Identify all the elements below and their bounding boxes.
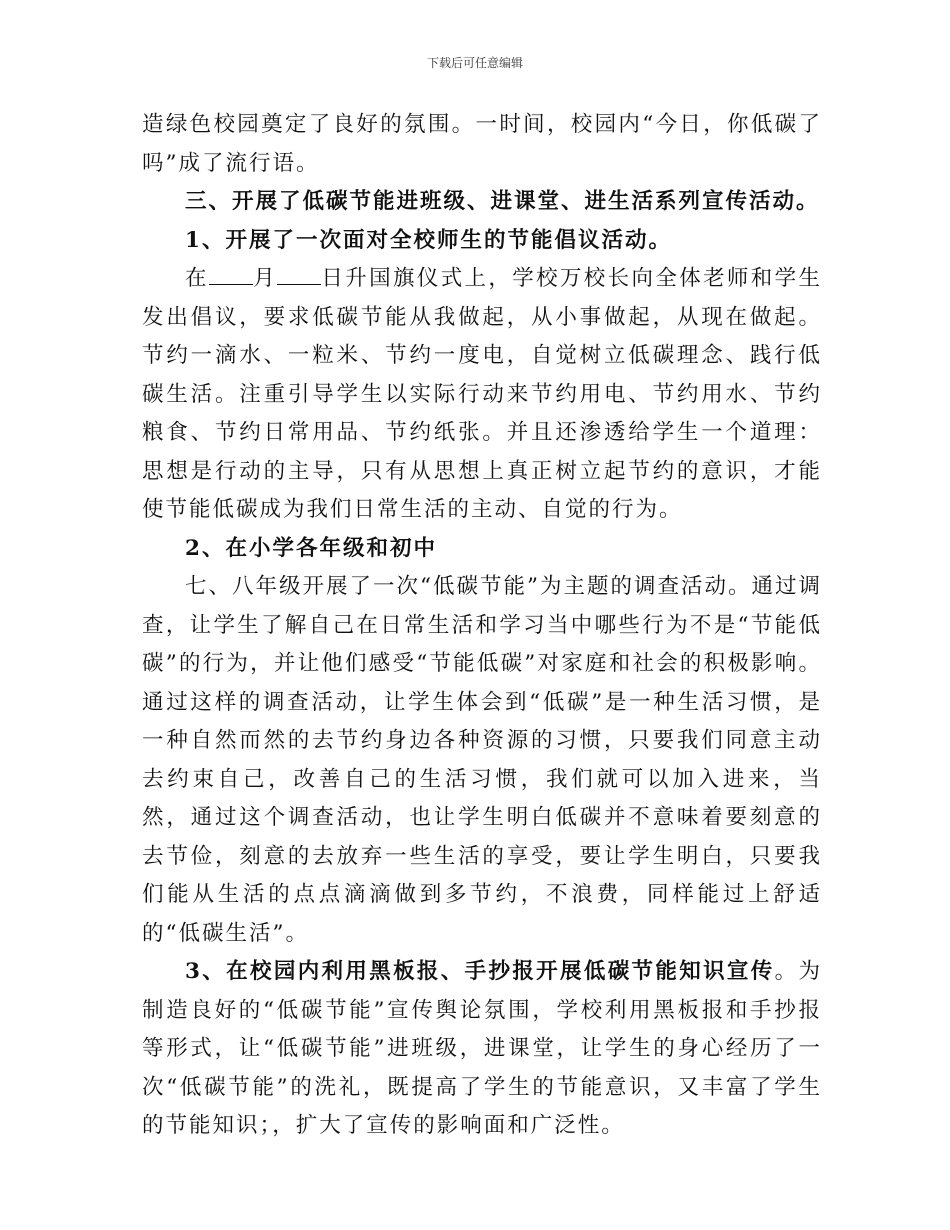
blank-underline — [277, 263, 321, 286]
paragraph-initiative — [142, 260, 822, 530]
paragraph-initiative-start: 在 — [185, 266, 209, 291]
paragraph-survey: 七、八年级开展了一次“低碳节能”为主题的调查活动。通过调查，让学生了解自己在日常生活和学习当中哪些行为不是“节能低碳”的行为，并让他们感受“节能低碳”对家庭和社会的积极影响。通过这样的调查活动，让学生体会到“低碳”是一种生活习惯，是一种自然而然的去节约身边各种资源的习惯，只要我们同意主动去约束自己，改善自己的生活习惯，我们就可以加入进来，当然，通过这个调查活动，也让学生明白低碳并不意味着要刻意的去节俭，刻意的去放弃一些生活的享受，要让学生明白，只要我们能从生活的点点滴滴做到多节约，不浪费，同样能过上舒适的“低碳生活”。 — [142, 574, 822, 946]
subsection-heading-3: 3、在校园内利用黑板报、手抄报开展低碳节能知识宣传 — [185, 959, 775, 984]
document-body — [142, 106, 822, 1146]
paragraph-continuation: 造绿色校园奠定了良好的氛围。一时间，校园内“今日，你低碳了吗”成了流行语。 — [142, 112, 822, 176]
paragraph-initiative-rest: 日升国旗仪式上，学校万校长向全体老师和学生发出倡议，要求低碳节能从我做起，从小事做起，从现在做起。节约一滴水、一粒米、节约一度电，自觉树立低碳理念、践行低碳生活。注重引导学生以实际行动来节约用电、节约用水、节约粮食、节约日常用品、节约纸张。并且还渗透给学生一个道理：思想是行动的主导，只有从思想上真正树立起节约的意识，才能使节能低碳成为我们日常生活的主动、自觉的行为。 — [142, 266, 822, 522]
subsection-heading-2: 2、在小学各年级和初中 — [185, 535, 437, 561]
paragraph-blackboard — [142, 953, 822, 1146]
section-heading-3: 三、开展了低碳节能进班级、进课堂、进生活系列宣传活动。 — [185, 189, 820, 214]
subsection-heading-1: 1、开展了一次面对全校师生的节能倡议活动。 — [185, 227, 672, 253]
page-header-note: 下载后可任意编辑 — [426, 56, 523, 70]
paragraph-initiative-month: 月 — [252, 266, 278, 291]
blank-underline — [209, 263, 253, 286]
paragraph-blackboard-text: 。为制造良好的“低碳节能”宣传舆论氛围，学校利用黑板报和手抄报等形式，让“低碳节能”进班级，进课堂，让学生的身心经历了一次“低碳节能”的洗礼，既提高了学生的节能意识，又丰富了学生的节能知识；，扩大了宣传的影响面和广泛性。 — [142, 959, 822, 1138]
